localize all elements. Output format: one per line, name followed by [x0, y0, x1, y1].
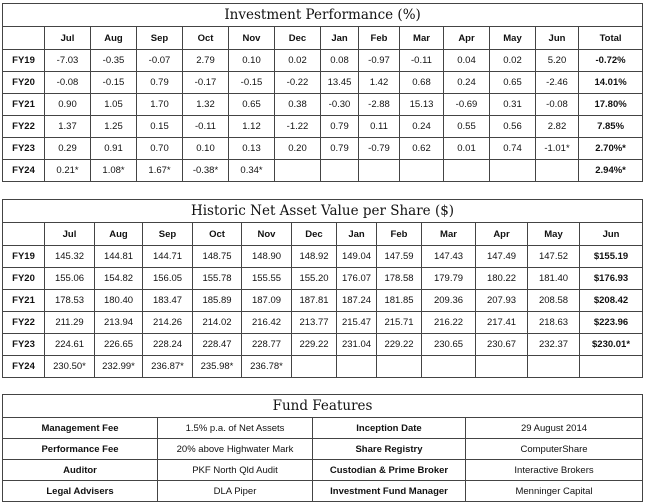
feature-value: 29 August 2014	[466, 418, 643, 439]
table-cell: 216.22	[422, 312, 476, 334]
feature-label: Performance Fee	[3, 439, 158, 460]
table-cell: 213.77	[292, 312, 337, 334]
table-cell: 0.13	[229, 138, 275, 160]
table-cell: 13.45	[321, 72, 359, 94]
table-cell: 0.55	[444, 116, 490, 138]
table-cell: -0.35	[91, 50, 137, 72]
table-cell: 236.78*	[242, 356, 292, 378]
fiscal-year-label: FY20	[3, 72, 45, 94]
table-cell: -0.38*	[183, 160, 229, 182]
table-row	[3, 160, 643, 182]
feature-label: Share Registry	[313, 439, 466, 460]
table-cell: 187.81	[292, 290, 337, 312]
column-header: Sep	[137, 27, 183, 50]
table-cell: 0.65	[229, 94, 275, 116]
table-cell: 207.93	[476, 290, 528, 312]
table-cell: -0.97	[359, 50, 400, 72]
total-cell: 2.94%*	[579, 160, 643, 182]
table-cell: -2.88	[359, 94, 400, 116]
table-row	[3, 460, 643, 481]
column-header: Jun	[536, 27, 579, 50]
table-cell	[377, 356, 422, 378]
column-header: Nov	[229, 27, 275, 50]
table-cell: 0.65	[490, 72, 536, 94]
table-row	[3, 116, 643, 138]
table-row	[3, 246, 643, 268]
performance-title: Investment Performance (%)	[3, 4, 643, 27]
table-row	[3, 481, 643, 502]
table-cell	[321, 160, 359, 182]
table-cell: 155.78	[193, 268, 242, 290]
table-row	[3, 138, 643, 160]
column-header	[3, 27, 45, 50]
table-cell: -2.46	[536, 72, 579, 94]
column-header: Jan	[337, 223, 377, 246]
investment-performance-table	[2, 3, 643, 182]
total-cell: $155.19	[580, 246, 643, 268]
column-header: Feb	[359, 27, 400, 50]
table-cell: 1.37	[45, 116, 91, 138]
fiscal-year-label: FY21	[3, 290, 45, 312]
table-cell: -0.15	[91, 72, 137, 94]
table-cell: 228.24	[143, 334, 193, 356]
table-cell: -0.22	[275, 72, 321, 94]
column-header: May	[528, 223, 580, 246]
table-cell: 147.59	[377, 246, 422, 268]
column-header: Sep	[143, 223, 193, 246]
table-cell: 2.79	[183, 50, 229, 72]
historic-nav-table	[2, 199, 643, 378]
table-cell: 218.63	[528, 312, 580, 334]
table-cell: 226.65	[95, 334, 143, 356]
table-cell: 1.67*	[137, 160, 183, 182]
table-cell: 214.02	[193, 312, 242, 334]
table-cell: 0.56	[490, 116, 536, 138]
table-cell: 0.20	[275, 138, 321, 160]
total-cell: 7.85%	[579, 116, 643, 138]
table-cell: 1.25	[91, 116, 137, 138]
table-cell	[536, 160, 579, 182]
table-cell: 0.79	[321, 138, 359, 160]
table-row	[3, 72, 643, 94]
column-header: Aug	[95, 223, 143, 246]
column-header: Dec	[275, 27, 321, 50]
column-header: Jul	[45, 27, 91, 50]
table-cell: 156.05	[143, 268, 193, 290]
feature-label: Auditor	[3, 460, 158, 481]
table-cell: 155.06	[45, 268, 95, 290]
table-cell: 1.42	[359, 72, 400, 94]
table-cell: 147.49	[476, 246, 528, 268]
total-cell	[580, 356, 643, 378]
column-header: May	[490, 27, 536, 50]
column-header: Jun	[580, 223, 643, 246]
table-row	[3, 290, 643, 312]
column-header: Mar	[400, 27, 444, 50]
table-cell: 0.24	[400, 116, 444, 138]
table-cell: 0.04	[444, 50, 490, 72]
total-cell: $208.42	[580, 290, 643, 312]
fiscal-year-label: FY22	[3, 116, 45, 138]
column-header: Aug	[91, 27, 137, 50]
table-cell: 148.75	[193, 246, 242, 268]
table-cell: 180.22	[476, 268, 528, 290]
table-cell: 145.32	[45, 246, 95, 268]
table-cell: 147.52	[528, 246, 580, 268]
table-cell: 209.36	[422, 290, 476, 312]
fiscal-year-label: FY23	[3, 334, 45, 356]
table-cell: -0.79	[359, 138, 400, 160]
table-cell: 0.29	[45, 138, 91, 160]
column-header: Apr	[476, 223, 528, 246]
table-cell: 216.42	[242, 312, 292, 334]
table-cell: 0.15	[137, 116, 183, 138]
table-cell: -0.08	[45, 72, 91, 94]
table-cell	[400, 160, 444, 182]
table-cell: 208.58	[528, 290, 580, 312]
table-row	[3, 356, 643, 378]
table-cell: 215.47	[337, 312, 377, 334]
table-cell: 147.43	[422, 246, 476, 268]
column-header: Jul	[45, 223, 95, 246]
table-cell: 181.40	[528, 268, 580, 290]
table-cell: -7.03	[45, 50, 91, 72]
feature-value: ComputerShare	[466, 439, 643, 460]
table-cell: 154.82	[95, 268, 143, 290]
table-cell: 229.22	[292, 334, 337, 356]
fund-features-table	[2, 394, 643, 502]
table-cell: -0.17	[183, 72, 229, 94]
table-cell: 235.98*	[193, 356, 242, 378]
table-cell: -1.01*	[536, 138, 579, 160]
nav-header-row	[3, 223, 643, 246]
table-cell: -0.11	[183, 116, 229, 138]
fiscal-year-label: FY24	[3, 160, 45, 182]
total-cell: $230.01*	[580, 334, 643, 356]
feature-value: DLA Piper	[158, 481, 313, 502]
performance-header-row	[3, 27, 643, 50]
table-cell: 0.11	[359, 116, 400, 138]
table-cell: 1.08*	[91, 160, 137, 182]
table-cell: 232.99*	[95, 356, 143, 378]
nav-body	[3, 246, 643, 378]
table-cell: 149.04	[337, 246, 377, 268]
table-cell: 0.91	[91, 138, 137, 160]
feature-label: Management Fee	[3, 418, 158, 439]
fiscal-year-label: FY24	[3, 356, 45, 378]
table-cell: 0.79	[137, 72, 183, 94]
table-cell: 0.74	[490, 138, 536, 160]
table-row	[3, 439, 643, 460]
table-cell: 215.71	[377, 312, 422, 334]
table-cell: 230.50*	[45, 356, 95, 378]
total-cell: -0.72%	[579, 50, 643, 72]
column-header: Jan	[321, 27, 359, 50]
feature-value: PKF North Qld Audit	[158, 460, 313, 481]
table-cell: 0.68	[400, 72, 444, 94]
column-header: Oct	[183, 27, 229, 50]
table-cell: -0.30	[321, 94, 359, 116]
table-cell: -0.69	[444, 94, 490, 116]
feature-value: Interactive Brokers	[466, 460, 643, 481]
table-cell: 0.10	[183, 138, 229, 160]
fund-features-body	[3, 418, 643, 502]
feature-label: Custodian & Prime Broker	[313, 460, 466, 481]
total-cell: 14.01%	[579, 72, 643, 94]
table-cell: 211.29	[45, 312, 95, 334]
feature-label: Legal Advisers	[3, 481, 158, 502]
column-header	[3, 223, 45, 246]
table-cell	[528, 356, 580, 378]
table-cell	[337, 356, 377, 378]
table-cell: 5.20	[536, 50, 579, 72]
table-cell	[422, 356, 476, 378]
table-cell: 144.71	[143, 246, 193, 268]
table-cell: 0.70	[137, 138, 183, 160]
table-cell: 178.53	[45, 290, 95, 312]
table-cell: 213.94	[95, 312, 143, 334]
table-cell: 236.87*	[143, 356, 193, 378]
nav-title: Historic Net Asset Value per Share ($)	[3, 200, 643, 223]
table-cell: -0.15	[229, 72, 275, 94]
table-cell: 229.22	[377, 334, 422, 356]
feature-label: Inception Date	[313, 418, 466, 439]
table-cell: 187.24	[337, 290, 377, 312]
table-cell: 148.92	[292, 246, 337, 268]
table-cell: 179.79	[422, 268, 476, 290]
fiscal-year-label: FY22	[3, 312, 45, 334]
table-cell: 224.61	[45, 334, 95, 356]
fiscal-year-label: FY19	[3, 50, 45, 72]
table-cell	[292, 356, 337, 378]
table-cell: 0.02	[275, 50, 321, 72]
table-row	[3, 334, 643, 356]
table-row	[3, 312, 643, 334]
table-cell: 183.47	[143, 290, 193, 312]
table-cell: -0.11	[400, 50, 444, 72]
feature-value: 20% above Highwater Mark	[158, 439, 313, 460]
column-header: Total	[579, 27, 643, 50]
table-cell	[490, 160, 536, 182]
table-cell	[476, 356, 528, 378]
table-cell: 176.07	[337, 268, 377, 290]
table-cell: 232.37	[528, 334, 580, 356]
fiscal-year-label: FY20	[3, 268, 45, 290]
table-cell: 0.34*	[229, 160, 275, 182]
fund-features-title: Fund Features	[3, 395, 643, 418]
table-row	[3, 50, 643, 72]
table-cell: 0.62	[400, 138, 444, 160]
table-cell: -0.08	[536, 94, 579, 116]
table-cell: 0.08	[321, 50, 359, 72]
total-cell: 2.70%*	[579, 138, 643, 160]
column-header: Dec	[292, 223, 337, 246]
table-cell: 1.70	[137, 94, 183, 116]
table-cell: 144.81	[95, 246, 143, 268]
table-cell: 1.12	[229, 116, 275, 138]
table-cell: 2.82	[536, 116, 579, 138]
total-cell: $223.96	[580, 312, 643, 334]
table-cell: 148.90	[242, 246, 292, 268]
table-cell: 231.04	[337, 334, 377, 356]
table-cell: 0.79	[321, 116, 359, 138]
table-cell: 217.41	[476, 312, 528, 334]
total-cell: $176.93	[580, 268, 643, 290]
table-cell: 185.89	[193, 290, 242, 312]
table-cell: 0.24	[444, 72, 490, 94]
table-cell: 180.40	[95, 290, 143, 312]
column-header: Mar	[422, 223, 476, 246]
table-cell: 181.85	[377, 290, 422, 312]
total-cell: 17.80%	[579, 94, 643, 116]
table-cell: 0.21*	[45, 160, 91, 182]
table-row	[3, 418, 643, 439]
table-cell: 0.31	[490, 94, 536, 116]
table-cell: 155.20	[292, 268, 337, 290]
feature-label: Investment Fund Manager	[313, 481, 466, 502]
table-cell: 15.13	[400, 94, 444, 116]
table-cell: 228.77	[242, 334, 292, 356]
feature-value: 1.5% p.a. of Net Assets	[158, 418, 313, 439]
table-cell: 228.47	[193, 334, 242, 356]
table-cell: 187.09	[242, 290, 292, 312]
table-cell: 1.05	[91, 94, 137, 116]
table-cell: 230.67	[476, 334, 528, 356]
table-row	[3, 268, 643, 290]
performance-body	[3, 50, 643, 182]
table-cell: 178.58	[377, 268, 422, 290]
table-cell	[359, 160, 400, 182]
table-cell	[444, 160, 490, 182]
fiscal-year-label: FY23	[3, 138, 45, 160]
table-cell: 230.65	[422, 334, 476, 356]
column-header: Feb	[377, 223, 422, 246]
table-cell: 0.10	[229, 50, 275, 72]
table-cell: 0.90	[45, 94, 91, 116]
table-cell: -1.22	[275, 116, 321, 138]
table-cell: 0.02	[490, 50, 536, 72]
table-cell: -0.07	[137, 50, 183, 72]
column-header: Apr	[444, 27, 490, 50]
fiscal-year-label: FY19	[3, 246, 45, 268]
table-cell: 0.38	[275, 94, 321, 116]
table-cell	[275, 160, 321, 182]
column-header: Nov	[242, 223, 292, 246]
table-cell: 0.01	[444, 138, 490, 160]
table-cell: 1.32	[183, 94, 229, 116]
feature-value: Menninger Capital	[466, 481, 643, 502]
fiscal-year-label: FY21	[3, 94, 45, 116]
table-cell: 155.55	[242, 268, 292, 290]
table-cell: 214.26	[143, 312, 193, 334]
table-row	[3, 94, 643, 116]
column-header: Oct	[193, 223, 242, 246]
